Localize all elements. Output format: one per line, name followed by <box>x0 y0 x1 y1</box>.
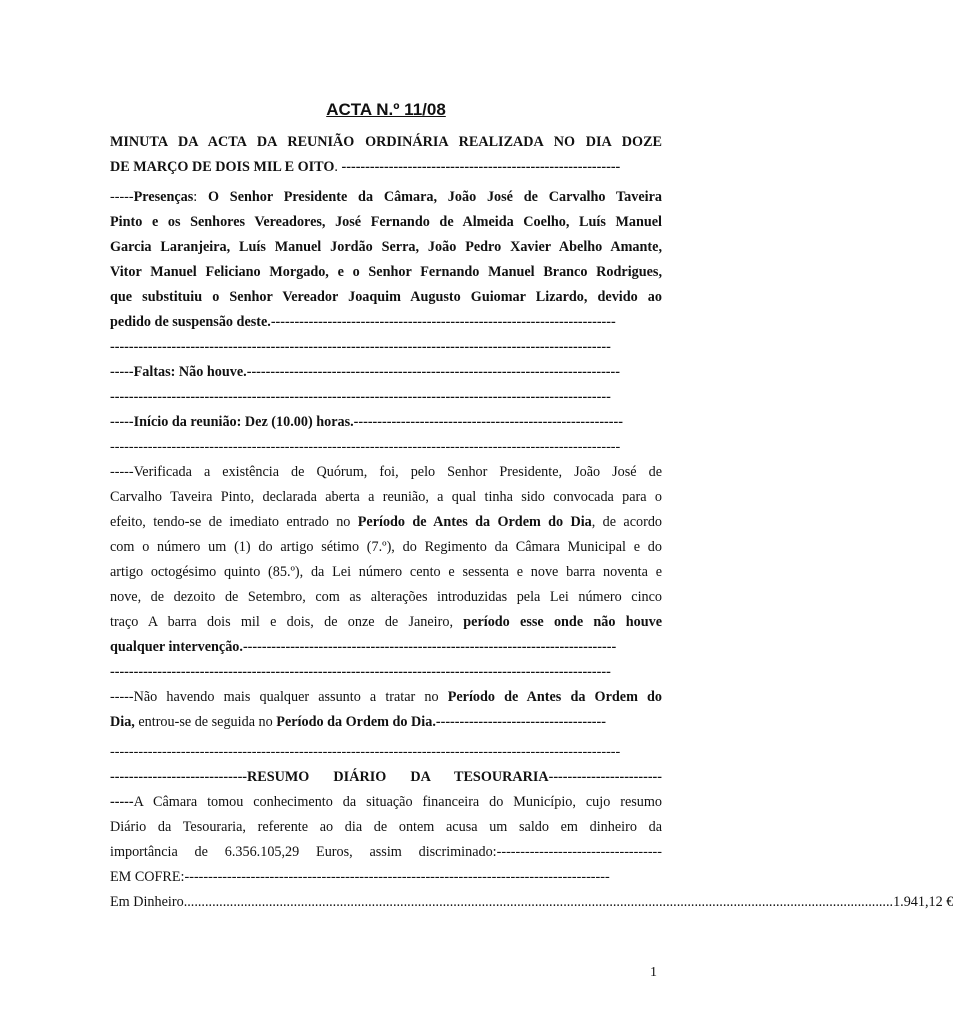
page-number: 1 <box>650 965 657 980</box>
text-segment: importância de 6.356.105,29 Euros, assim discriminado:----------------------------------- <box>110 844 662 860</box>
text-line <box>110 585 662 610</box>
text-segment: ----------------------------------------------------------- <box>341 159 621 175</box>
cash-row <box>110 890 953 915</box>
text-line <box>110 635 662 660</box>
text-segment: período esse onde não houve <box>463 614 662 630</box>
text-line <box>110 840 662 865</box>
text-segment: qualquer intervenção.------------------------------------------------------------------------------- <box>110 639 617 655</box>
text-line <box>110 685 662 710</box>
text-segment: MINUTA DA ACTA DA REUNIÃO ORDINÁRIA REALIZADA NO DIA DOZE <box>110 134 662 150</box>
text-segment: ----- <box>110 189 134 205</box>
text-segment: pedido de suspensão deste.------------------------------------------------------------------------- <box>110 314 616 330</box>
text-segment: Período de Antes da Ordem do Dia <box>357 514 592 530</box>
text-line <box>110 865 662 890</box>
text-segment: artigo octogésimo quinto (85.º), da Lei número cento e sessenta e nove barra noventa e <box>110 564 662 580</box>
text-segment: entrou-se de seguida no <box>134 714 277 730</box>
text-segment: Vitor Manuel Feliciano Morgado, e o Senhor Fernando Manuel Branco Rodrigues, <box>110 264 662 280</box>
cash-label: Em Dinheiro <box>110 894 184 910</box>
text-line <box>110 260 662 285</box>
text-segment: DE MARÇO DE DOIS MIL E OITO <box>110 159 335 175</box>
text-line <box>110 360 662 385</box>
text-line <box>110 765 662 790</box>
text-segment: traço A barra dois mil e dois, de onze de Janeiro, <box>110 614 464 630</box>
text-line <box>110 155 662 180</box>
text-segment: Pinto e os Senhores Vereadores, José Fernando de Almeida Coelho, Luís Manuel <box>110 214 662 230</box>
text-line <box>110 235 662 260</box>
text-line <box>110 130 662 155</box>
text-segment: com o número um (1) do artigo sétimo (7.º), do Regimento da Câmara Municipal e do <box>110 539 662 555</box>
text-segment: ----- <box>110 794 134 810</box>
text-line <box>110 485 662 510</box>
text-line <box>110 285 662 310</box>
text-segment: Período de Antes da Ordem do <box>447 689 663 705</box>
text-segment: -----Faltas: Não houve.------------------------------------------------------------------------------- <box>110 364 620 380</box>
text-segment: que substituiu o Senhor Vereador Joaquim Augusto Guiomar Lizardo, devido ao <box>110 289 662 305</box>
text-segment: ------------------------------------------------------------------------------------------------------------ <box>110 744 621 760</box>
text-segment: -----------------------------RESUMO DIÁRIO DA TESOURARIA------------------------ <box>110 769 662 785</box>
text-segment: ---------------------------------------------------------------------------------------------------------- <box>110 664 611 680</box>
text-line <box>110 185 662 210</box>
document-body <box>110 130 953 915</box>
text-line <box>110 310 662 335</box>
text-segment: Dia, <box>110 714 135 730</box>
text-segment: A Câmara tomou conhecimento da situação financeira do Município, cujo resumo <box>133 794 662 810</box>
text-line <box>110 535 662 560</box>
text-segment: ------------------------------------------------------------------------------------------------------------ <box>110 439 621 455</box>
text-line <box>110 335 662 360</box>
cash-value: 1.941,12 € <box>893 894 953 910</box>
text-line <box>110 790 662 815</box>
text-line <box>110 510 662 535</box>
text-segment: : <box>193 189 208 205</box>
text-line <box>110 660 662 685</box>
text-line <box>110 560 662 585</box>
text-segment: Carvalho Taveira Pinto, declarada aberta a reunião, a qual tinha sido convocada para o <box>110 489 662 505</box>
text-segment: -----Início da reunião: Dez (10.00) horas.--------------------------------------------------------- <box>110 414 623 430</box>
text-segment: ---------------------------------------------------------------------------------------------------------- <box>110 389 611 405</box>
text-segment: . <box>334 159 342 175</box>
text-segment: Presenças <box>133 189 194 205</box>
text-line <box>110 435 662 460</box>
text-line <box>110 815 662 840</box>
text-segment: EM COFRE:------------------------------------------------------------------------------------------ <box>110 869 610 885</box>
text-line <box>110 710 662 735</box>
text-segment: efeito, tendo-se de imediato entrado no <box>110 514 358 530</box>
text-line <box>110 460 662 485</box>
text-segment: O Senhor Presidente da Câmara, João José de Carvalho Taveira <box>207 189 662 205</box>
text-line <box>110 740 662 765</box>
text-segment: , de acordo <box>591 514 663 530</box>
text-line <box>110 210 662 235</box>
text-segment: -----Verificada a existência de Quórum, foi, pelo Senhor Presidente, João José de <box>110 464 662 480</box>
text-segment: ---------------------------------------------------------------------------------------------------------- <box>110 339 611 355</box>
text-segment: -----Não havendo mais qualquer assunto a tratar no <box>110 689 448 705</box>
text-segment: Período da Ordem do Dia.------------------------------------ <box>276 714 606 730</box>
text-line <box>110 610 662 635</box>
text-segment: Garcia Laranjeira, Luís Manuel Jordão Serra, João Pedro Xavier Abelho Amante, <box>110 239 662 255</box>
text-segment: Diário da Tesouraria, referente ao dia de ontem acusa um saldo em dinheiro da <box>110 819 662 835</box>
text-line <box>110 385 662 410</box>
text-line <box>110 410 662 435</box>
text-segment: nove, de dezoito de Setembro, com as alterações introduzidas pela Lei número cinco <box>110 589 662 605</box>
document-title: ACTA N.º 11/08 <box>326 100 446 119</box>
leader-dots: ........................................................................................................................................................................................................ <box>183 894 894 910</box>
